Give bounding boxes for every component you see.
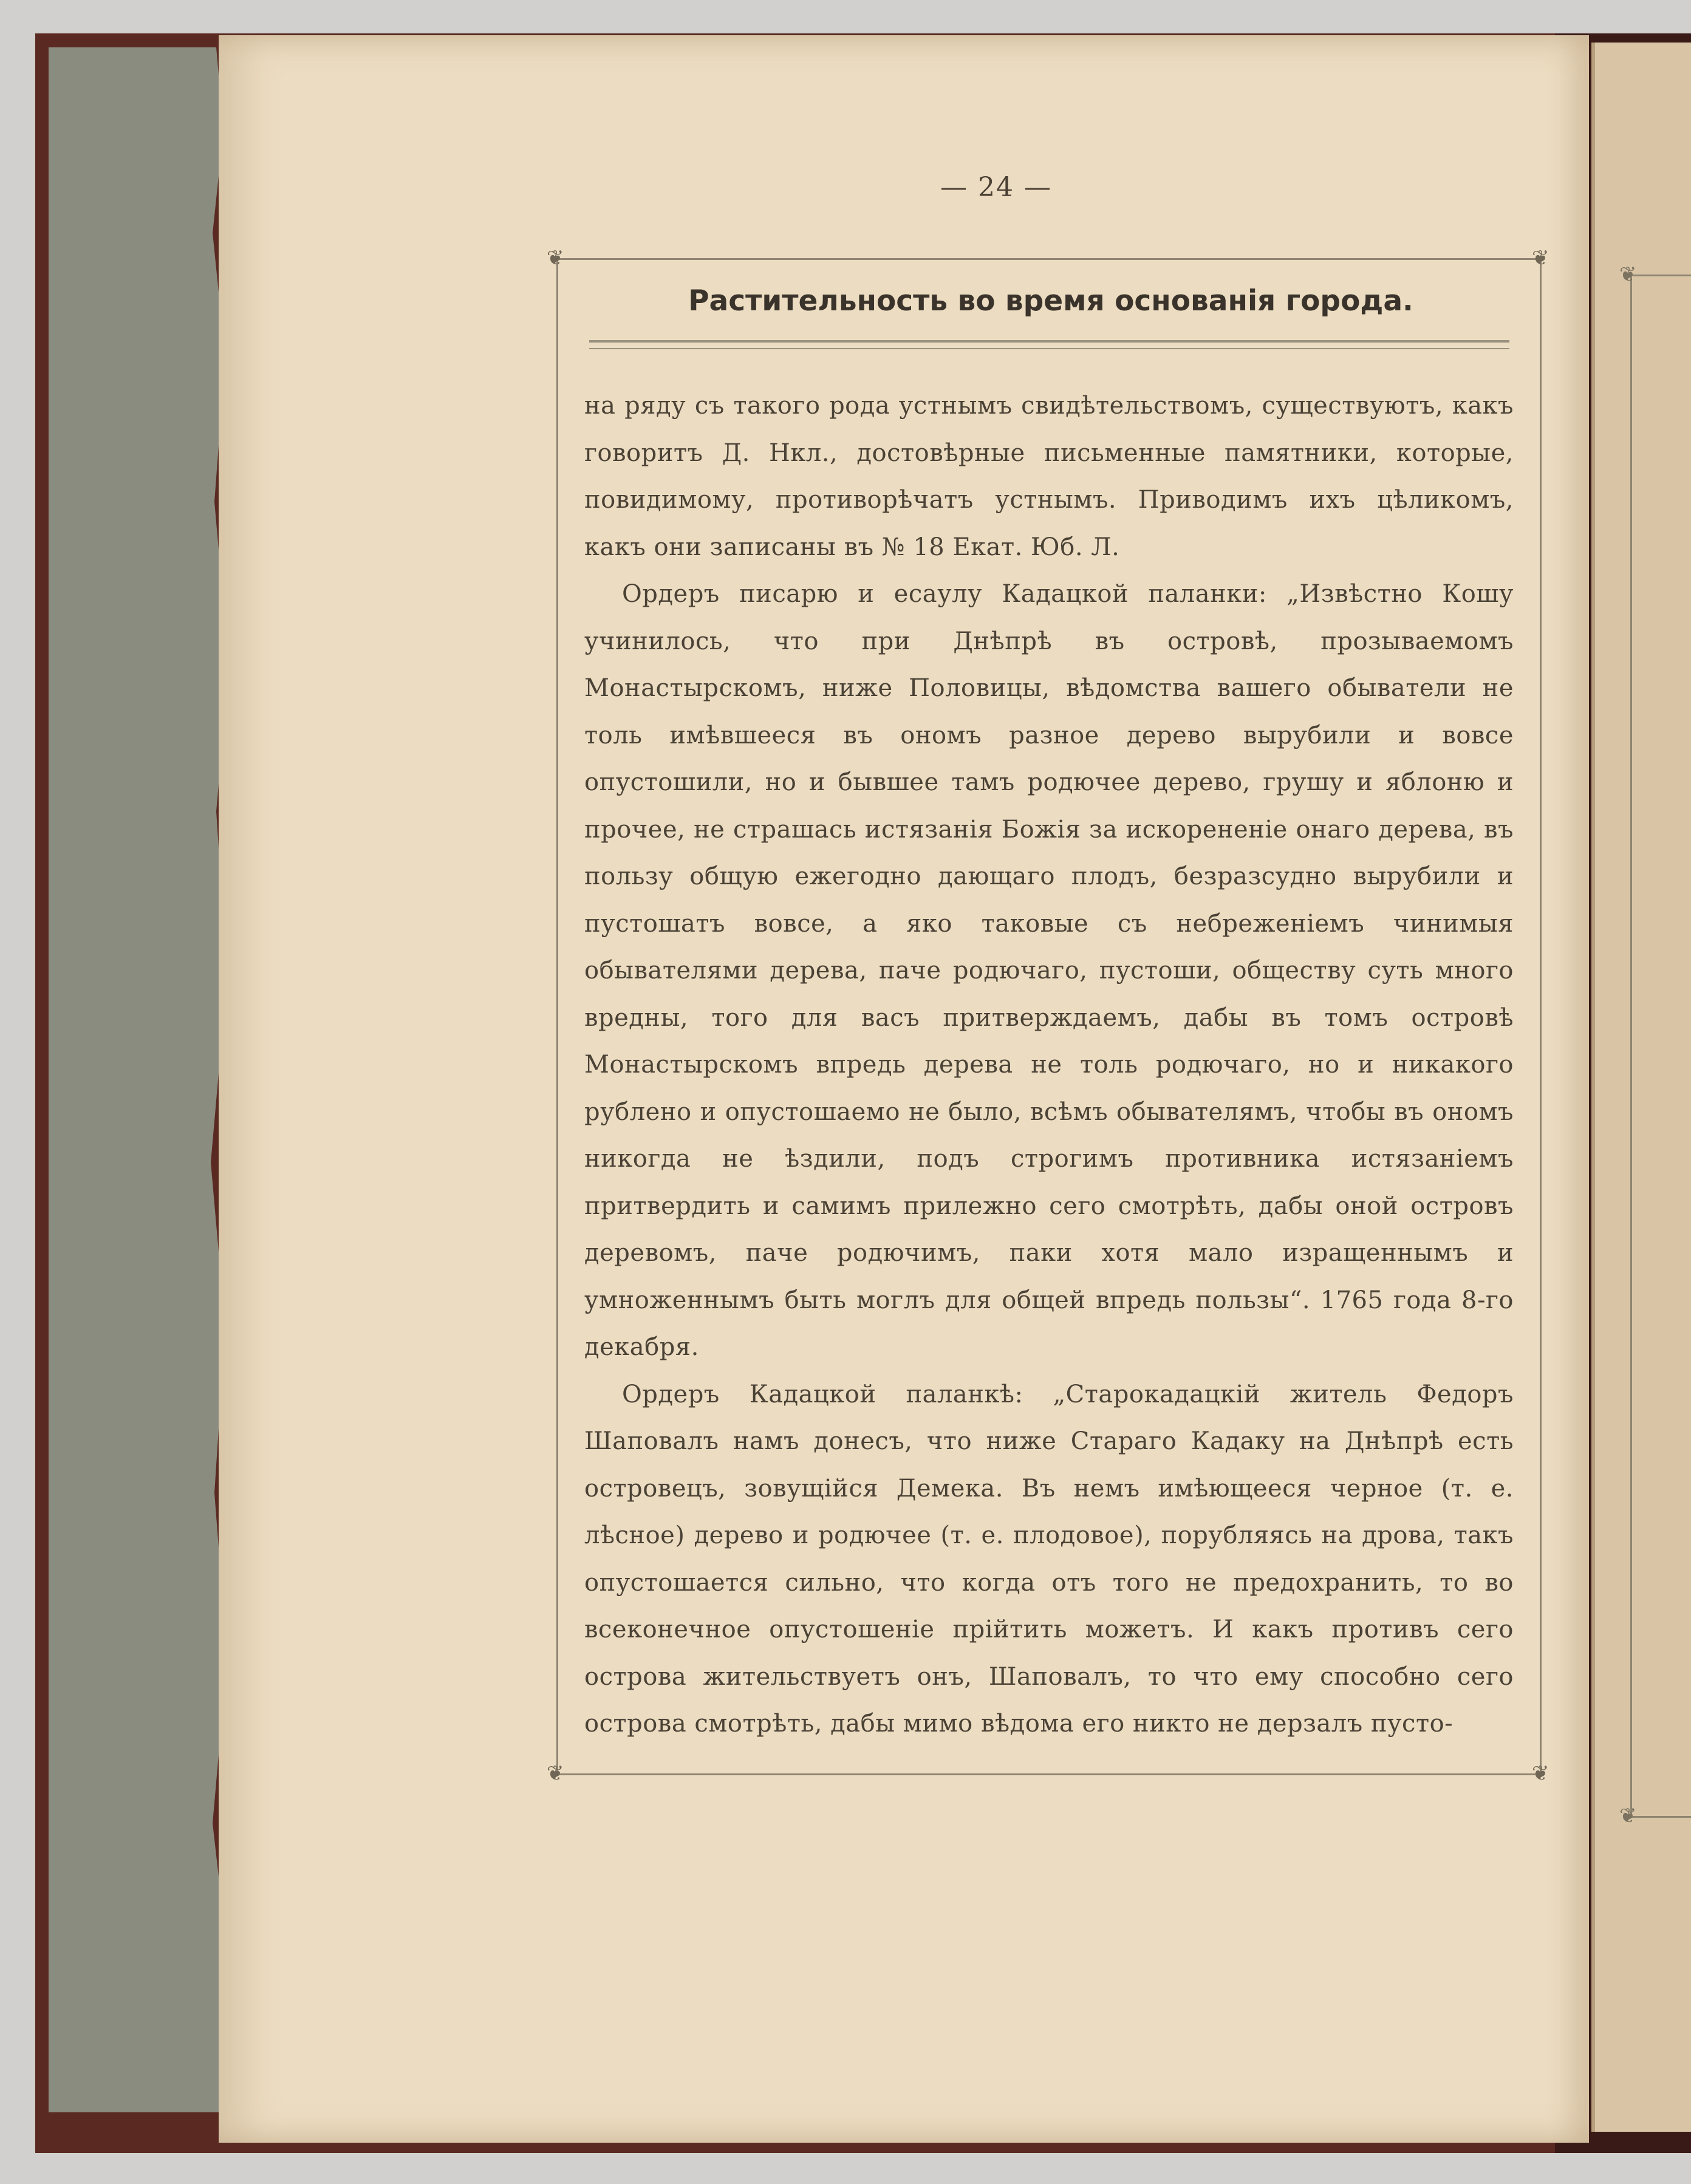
- next-page-frame-bottom: [1631, 1816, 1691, 1818]
- paragraph: Ордеръ писарю и есаулу Кадацкой паланки: „Извѣстно Кошу учинилось, что при Днѣпрѣ въ островѣ, прозываемомъ Монастырскомъ, ниже Половицы, вѣдомства вашего обыватели не толь имѣвшееся въ ономъ разное дерево вырубили и вовсе опустошили, но и бывшее тамъ родючее дерево, грушу и яблоню и прочее, не страшась истязанія Божія за искорененіе онаго дерева, въ пользу общую ежегодно дающаго плодъ, безразсудно вырубили и пустошатъ вовсе, а яко таковые съ небреженіемъ чинимыя обывателями дерева, паче родючаго, пустоши, обществу суть много вредны, того для васъ притверждаемъ, дабы въ томъ островѣ Монастырскомъ впредь дерева не толь родючаго, но и никакого рублено и опустошаемо не было, всѣмъ обывателямъ, чтобы въ ономъ никогда не ѣздили, подъ строгимъ противника истязаніемъ притвердить и самимъ прилежно сего смотрѣть, дабы оной островъ деревомъ, паче родючимъ, паки хотя мало изращеннымъ и умноженнымъ быть моглъ для общей впредь пользы“. 1765 года 8-го декабря.: [584, 580, 1514, 1361]
- heading-rule-thin: [589, 348, 1509, 349]
- heading-rule: [589, 340, 1509, 343]
- ornament-corner-icon: ❦: [1532, 246, 1549, 270]
- section-heading: Растительность во время основанія города.: [688, 284, 1413, 318]
- next-page-frame-left: [1630, 275, 1632, 1817]
- ornament-corner-icon: ❦: [1532, 1761, 1549, 1786]
- next-page-frame-top: [1631, 275, 1691, 276]
- ornament-corner-icon: ❦: [1619, 1804, 1637, 1828]
- ornament-corner-icon: ❦: [547, 1761, 564, 1786]
- page-number: — 24 —: [940, 172, 1052, 203]
- paragraph: на ряду съ такого рода устнымъ свидѣтельствомъ, существуютъ, какъ говоритъ Д. Нкл., достовѣрные письменные памятники, которые, повидимому, противорѣчатъ устнымъ. Приводимъ ихъ цѣликомъ, какъ они записаны въ № 18 Екат. Юб. Л.: [584, 392, 1514, 561]
- paragraph: Ордеръ Кадацкой паланкѣ: „Старокадацкій житель Федоръ Шаповалъ намъ донесъ, что ниже Стараго Кадаку на Днѣпрѣ есть островецъ, зовущійся Демека. Въ немъ имѣющееся черное (т. е. лѣсное) дерево и родючее (т. е. плодовое), порубляясь на дрова, такъ опустошается сильно, что когда отъ того не предохранить, то во всеконечное опустошеніе прійтить можетъ. И какъ противъ сего острова жительствуетъ онъ, Шаповалъ, то что ему способно сего острова смотрѣть, дабы мимо вѣдома его никто не дерзалъ пусто-: [584, 1380, 1514, 1738]
- next-page-edge: [1591, 43, 1691, 2132]
- body-text: [584, 383, 1514, 1748]
- ornament-corner-icon: ❦: [547, 246, 564, 270]
- torn-paper-strip: [49, 47, 231, 2112]
- ornament-corner-icon: ❦: [1619, 262, 1637, 287]
